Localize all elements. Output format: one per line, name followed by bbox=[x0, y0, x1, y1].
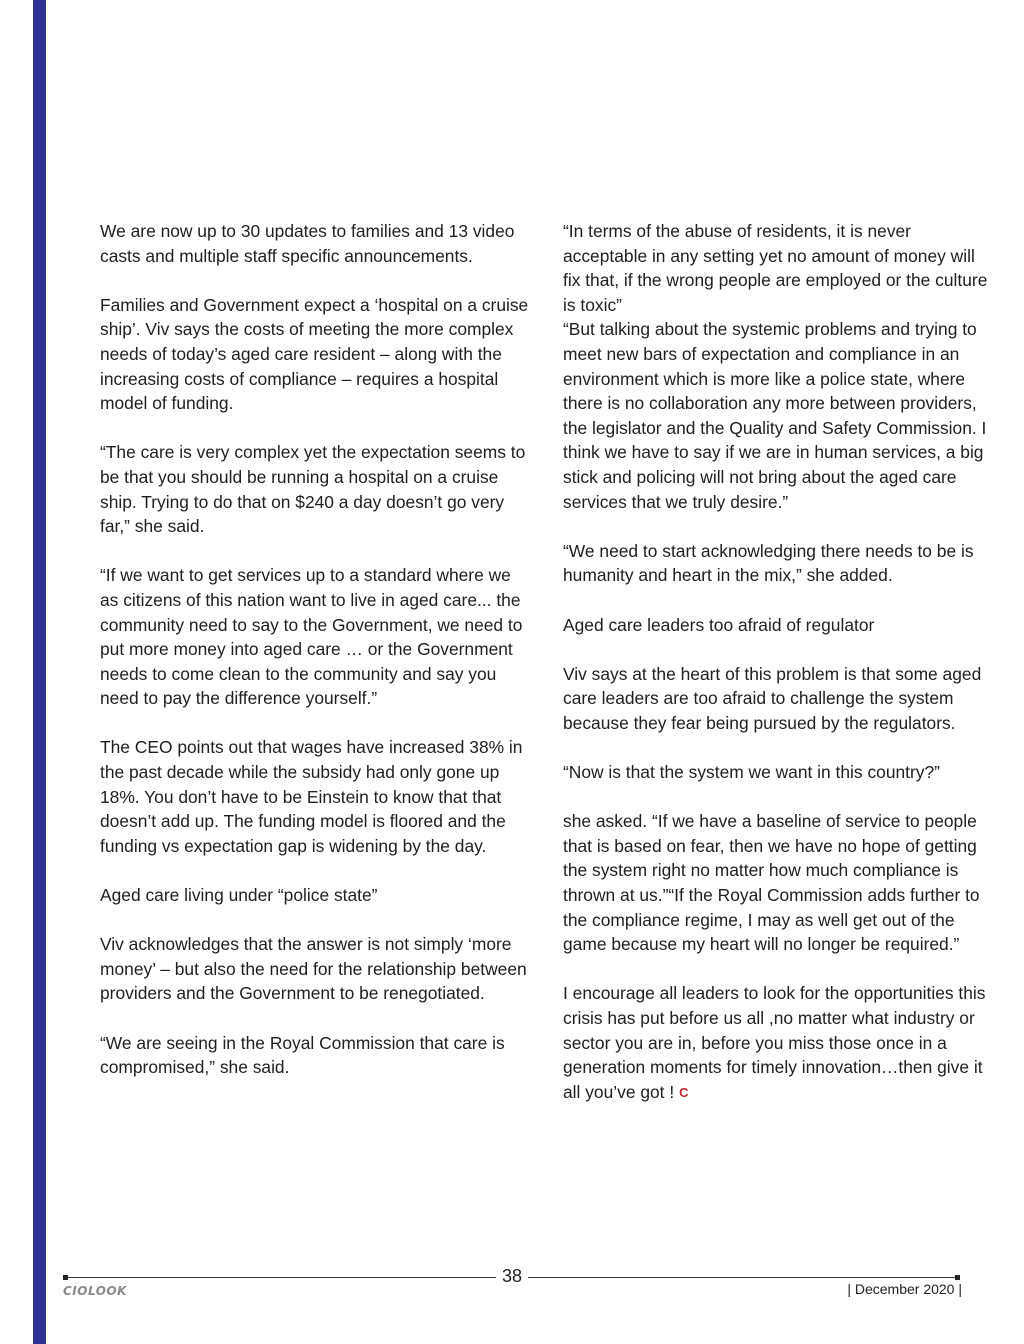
end-mark-icon: C bbox=[679, 1084, 689, 1100]
page-number: 38 bbox=[496, 1266, 528, 1287]
paragraph: We are now up to 30 updates to families and 13 video casts and multiple staff specific announcements. bbox=[100, 221, 515, 266]
paragraph: The CEO points out that wages have increased 38% in the past decade while the subsidy had only gone up 18%. You don’t have to be Einstein to know that that doesn’t add up. The funding model is floored and the funding vs expectation gap is widening by the day. bbox=[100, 737, 523, 856]
footer-rule bbox=[526, 1277, 958, 1278]
closing-text: I encourage all leaders to look for the opportunities this crisis has put before us all ,no matter what industry or sector you are in, before you miss those once in a generation moments for timely innovation…then give it all you’ve got ! bbox=[563, 983, 986, 1102]
quote-paragraph: she asked. “If we have a baseline of service to people that is based on fear, then we have no hope of getting the system right no matter how much compliance is thrown at us.”“If the Royal Commission adds further to the compliance regime, I may as well get out of the game because my heart will no longer be required.” bbox=[563, 811, 980, 955]
quote-paragraph: “If we want to get services up to a standard where we as citizens of this nation want to live in aged care... the community need to say to the Government, we need to put more money into aged care … or the Government needs to come clean to the community and say you need to pay the difference yourself.” bbox=[100, 565, 523, 709]
quote-paragraph: “We need to start acknowledging there needs to be is humanity and heart in the mix,” she added. bbox=[563, 540, 974, 586]
footer-rule bbox=[66, 1277, 498, 1278]
issue-date: | December 2020 | bbox=[847, 1281, 962, 1297]
subheading: Aged care leaders too afraid of regulator bbox=[563, 614, 875, 635]
subheading: Aged care living under “police state” bbox=[100, 885, 378, 906]
quote-paragraph: “The care is very complex yet the expectation seems to be that you should be running a hospital on a cruise ship. Trying to do that on $240 a day doesn’t go very far,” she said. bbox=[100, 442, 526, 537]
paragraph: Families and Government expect a ‘hospital on a cruise ship’. Viv says the costs of meeting the more complex needs of today’s aged care resident – along with the increasing costs of compliance – requires a hospital model of funding. bbox=[100, 294, 529, 414]
brand-logo: CIOLOOK bbox=[63, 1284, 127, 1298]
closing-paragraph bbox=[563, 981, 995, 1105]
left-text-column bbox=[100, 219, 532, 1104]
quote-paragraph: “In terms of the abuse of residents, it is never acceptable in any setting yet no amount of money will fix that, if the wrong people are employed or the culture is toxic” bbox=[563, 221, 988, 315]
side-accent-bar bbox=[33, 0, 46, 1344]
right-text-column bbox=[563, 219, 995, 1130]
quote-paragraph: “But talking about the systemic problems and trying to meet new bars of expectation and compliance in an environment which is more like a police state, where there is no collaboration any more between providers, the legislator and the Quality and Safety Commission. I think we have to say if we are in human services, a big stick and policing will not bring about the aged care services that we truly desire.” bbox=[563, 319, 987, 512]
paragraph: Viv says at the heart of this problem is that some aged care leaders are too afraid to challenge the system because they fear being pursued by the regulators. bbox=[563, 663, 982, 733]
quote-paragraph: “We are seeing in the Royal Commission that care is compromised,” she said. bbox=[100, 1032, 505, 1078]
paragraph: Viv acknowledges that the answer is not simply ‘more money’ – but also the need for the relationship between providers and the Government to be renegotiated. bbox=[100, 934, 527, 1004]
footer-rule-end-dot bbox=[955, 1275, 960, 1280]
quote-paragraph: “Now is that the system we want in this country?” bbox=[563, 762, 940, 783]
